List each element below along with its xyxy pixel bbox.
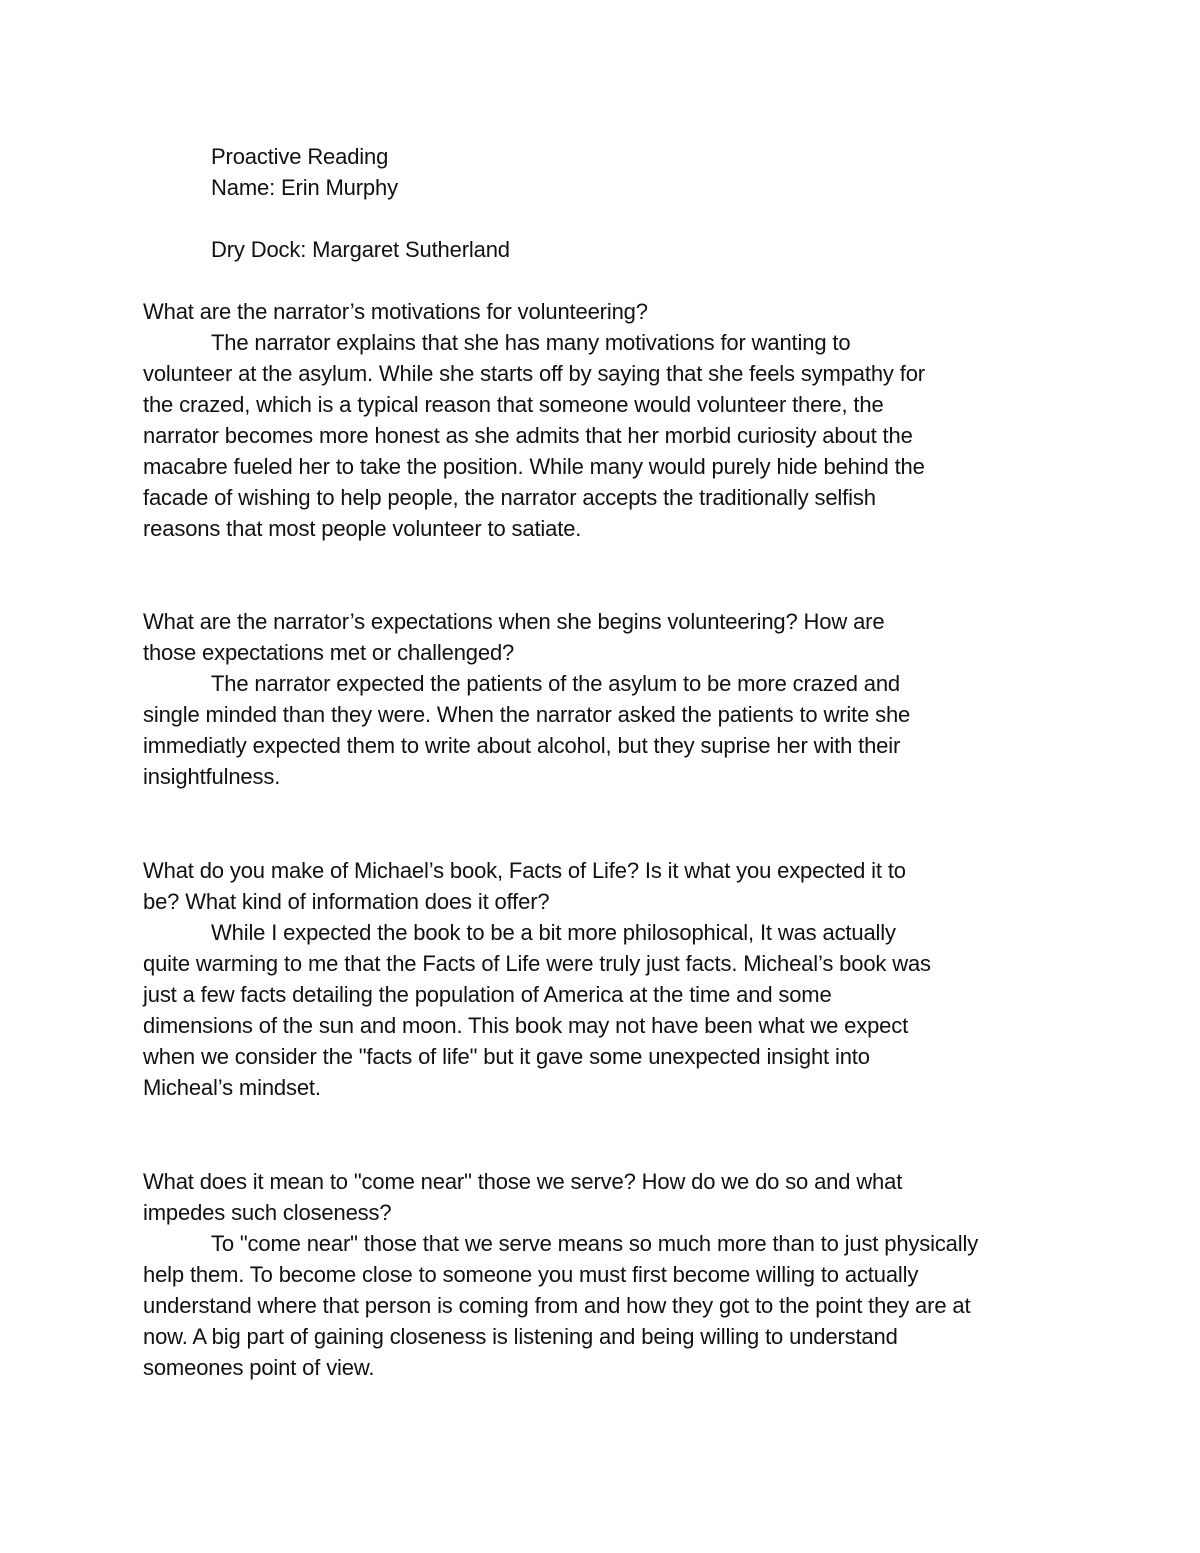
- document-title: Proactive Reading: [211, 144, 389, 169]
- answer-line: now. A big part of gaining closeness is listening and being willing to understand: [143, 1324, 898, 1349]
- question-line: What do you make of Michael’s book, Facts of Life? Is it what you expected it to: [143, 858, 906, 883]
- answer-line: quite warming to me that the Facts of Life were truly just facts. Micheal’s book was: [143, 951, 931, 976]
- answer-line: dimensions of the sun and moon. This book may not have been what we expect: [143, 1013, 909, 1038]
- question-line: impedes such closeness?: [143, 1200, 392, 1225]
- answer-line: reasons that most people volunteer to satiate.: [143, 516, 582, 541]
- answer-line: help them. To become close to someone you must first become willing to actually: [143, 1262, 919, 1287]
- work-title: Dry Dock: Margaret Sutherland: [211, 237, 510, 262]
- answer-line: someones point of view.: [143, 1355, 375, 1380]
- answer-line: macabre fueled her to take the position. While many would purely hide behind the: [143, 454, 925, 479]
- answer-line: The narrator explains that she has many motivations for wanting to: [211, 330, 851, 355]
- answer-line: the crazed, which is a typical reason that someone would volunteer there, the: [143, 392, 884, 417]
- answer-line: single minded than they were. When the narrator asked the patients to write she: [143, 702, 911, 727]
- answer-line: narrator becomes more honest as she admits that her morbid curiosity about the: [143, 423, 913, 448]
- answer-line: immediatly expected them to write about alcohol, but they suprise her with their: [143, 733, 901, 758]
- answer-line: just a few facts detailing the population of America at the time and some: [143, 982, 832, 1007]
- answer-line: volunteer at the asylum. While she starts off by saying that she feels sympathy for: [143, 361, 925, 386]
- answer-line: The narrator expected the patients of the asylum to be more crazed and: [211, 671, 901, 696]
- answer-line: Micheal’s mindset.: [143, 1075, 321, 1100]
- student-name: Name: Erin Murphy: [211, 175, 398, 200]
- question-line: those expectations met or challenged?: [143, 640, 515, 665]
- answer-line: insightfulness.: [143, 764, 281, 789]
- question-line: What are the narrator’s expectations when she begins volunteering? How are: [143, 609, 885, 634]
- question-line: be? What kind of information does it offer?: [143, 889, 550, 914]
- answer-line: While I expected the book to be a bit more philosophical, It was actually: [211, 920, 896, 945]
- answer-line: understand where that person is coming from and how they got to the point they are at: [143, 1293, 971, 1318]
- answer-line: To "come near" those that we serve means so much more than to just physically: [211, 1231, 979, 1256]
- answer-line: facade of wishing to help people, the narrator accepts the traditionally selfish: [143, 485, 876, 510]
- question-line: What does it mean to "come near" those we serve? How do we do so and what: [143, 1169, 903, 1194]
- question-line: What are the narrator’s motivations for volunteering?: [143, 299, 648, 324]
- answer-line: when we consider the "facts of life" but it gave some unexpected insight into: [143, 1044, 870, 1069]
